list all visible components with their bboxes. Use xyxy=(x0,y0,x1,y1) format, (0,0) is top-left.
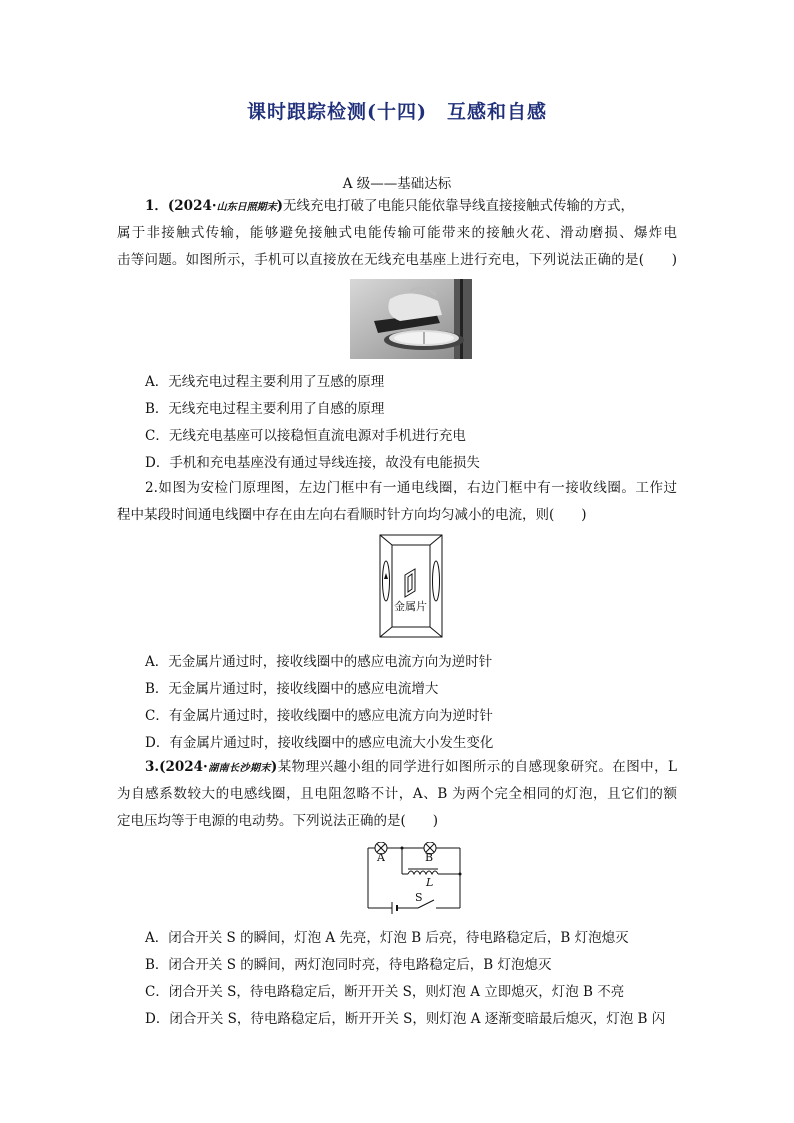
q3-line3: 定电压均等于电源的电动势。下列说法正确的是( ) xyxy=(117,813,439,829)
q3-line1: 3.(2024·湖南长沙期末)某物理兴趣小组的同学进行如图所示的自感现象研究。在图中，L xyxy=(145,759,678,775)
inductor-l-label: L xyxy=(426,876,434,889)
q1-line1: 1．(2024·山东日照期末)无线充电打破了电能只能依靠导线直接接触式传输的方式， xyxy=(145,198,634,214)
q1-option-b: B．无线充电过程主要利用了自感的原理 xyxy=(145,401,385,417)
q3-number: 3.(2024· xyxy=(145,759,208,775)
q3-option-b: B．闭合开关 S 的瞬间，两灯泡同时亮，待电路稳定后，B 灯泡熄灭 xyxy=(145,957,552,973)
lamp-a-label: A xyxy=(377,851,385,864)
q3-option-d: D．闭合开关 S，待电路稳定后，断开开关 S，则灯泡 A 逐渐变暗最后熄灭，灯泡 B 闪 xyxy=(145,1011,666,1027)
q1-number: 1． xyxy=(145,198,168,214)
q2-option-a: A．无金属片通过时，接收线圈中的感应电流方向为逆时针 xyxy=(145,654,493,670)
q2-option-d: D．有金属片通过时，接收线圈中的感应电流大小发生变化 xyxy=(145,735,494,751)
q3-option-a: A．闭合开关 S 的瞬间，灯泡 A 先亮，灯泡 B 后亮，待电路稳定后，B 灯泡熄灭 xyxy=(145,930,629,946)
q1-option-a: A．无线充电过程主要利用了互感的原理 xyxy=(145,374,385,390)
section-level: A 级——基础达标 xyxy=(342,176,452,192)
q1-source: 山东日照期末 xyxy=(216,202,277,213)
q1-option-d: D．手机和充电基座没有通过导线连接，故没有电能损失 xyxy=(145,455,480,471)
q2-line1: 2.如图为安检门原理图，左边门框中有一通电线圈，右边门框中有一接收线圈。工作过 xyxy=(145,480,677,496)
security-gate-diagram xyxy=(378,533,444,639)
q3-line2: 为自感系数较大的电感线圈，且电阻忽略不计，A、B 为两个完全相同的灯泡，且它们的额 xyxy=(117,786,677,802)
switch-s-label: S xyxy=(415,891,423,904)
page-title: 课时跟踪检测(十四) 互感和自感 xyxy=(247,101,547,123)
q2-option-c: C．有金属片通过时，接收线圈中的感应电流方向为逆时针 xyxy=(145,708,493,724)
q1-line3: 击等问题。如图所示，手机可以直接放在无线充电基座上进行充电，下列说法正确的是( ) xyxy=(117,252,677,268)
q2-line2: 程中某段时间通电线圈中存在由左向右看顺时针方向均匀减小的电流，则( ) xyxy=(117,507,587,523)
metal-piece-label: 金属片 xyxy=(394,600,427,613)
lamp-b-label: B xyxy=(425,851,434,864)
q2-option-b: B．无金属片通过时，接收线圈中的感应电流增大 xyxy=(145,681,439,697)
q3-option-c: C．闭合开关 S，待电路稳定后，断开开关 S，则灯泡 A 立即熄灭，灯泡 B 不亮 xyxy=(145,984,625,1000)
q3-source: 湖南长沙期末 xyxy=(207,763,271,774)
wireless-charger-photo xyxy=(350,279,472,359)
q1-option-c: C．无线充电基座可以接稳恒直流电源对手机进行充电 xyxy=(145,428,466,444)
q1-line2: 属于非接触式传输，能够避免接触式电能传输可能带来的接触火花、滑动磨损、爆炸电 xyxy=(117,225,677,241)
